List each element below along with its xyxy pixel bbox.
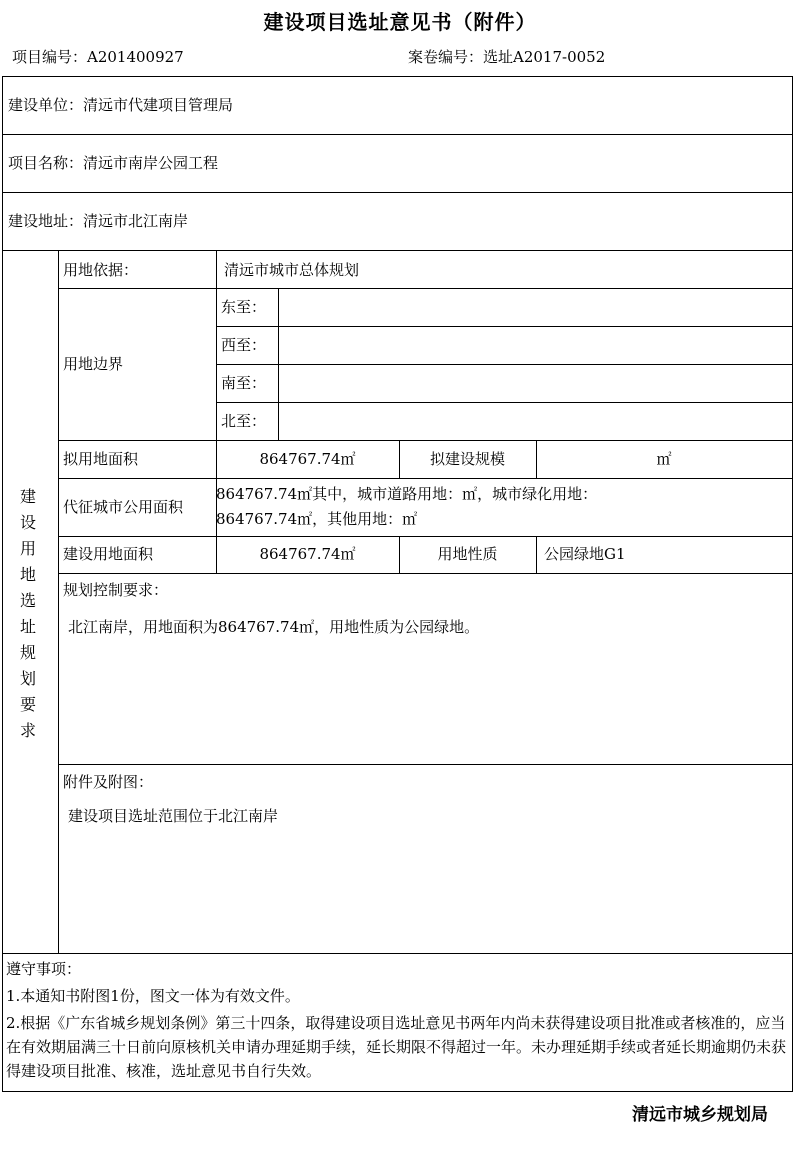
proposed-area-label: 拟用地面积 [63, 450, 139, 468]
row-divider [58, 764, 793, 765]
border-top [2, 76, 793, 77]
row-divider [58, 478, 793, 479]
boundary-value-divider [278, 288, 279, 440]
notes-item-2: 2.根据《广东省城乡规划条例》第三十四条，取得建设项目选址意见书两年内尚未获得建设项目批准或者核准的，应当在有效期届满三十日前向原核机关申请办理延期手续，延长期限不得超过一年。未办理延期手续或者延长期逾期仍未获得建设项目批准、核准，选址意见书自行失效。 [6, 1014, 787, 1080]
planning-control-text: 北江南岸，用地面积为864767.74㎡，用地性质为公园绿地。 [68, 618, 480, 636]
row-divider [2, 134, 793, 135]
proposed-scale-value: ㎡ [656, 450, 672, 468]
project-name: 项目名称：清远市南岸公园工程 [8, 154, 219, 172]
side-label-char: 选 [19, 591, 36, 610]
side-label-char: 求 [19, 721, 36, 740]
side-label-char: 要 [19, 695, 36, 714]
side-column-divider [58, 250, 59, 954]
attachment-label: 附件及附图： [63, 773, 154, 791]
requirements-bottom [2, 953, 793, 954]
side-label-char: 址 [19, 617, 36, 636]
public-area-label: 代征城市公用面积 [63, 498, 184, 516]
opinion-form-table [2, 76, 793, 1092]
row-divider [58, 573, 793, 574]
construction-area-label: 建设用地面积 [63, 545, 154, 563]
side-label-char: 规 [19, 643, 36, 662]
side-label-char: 地 [19, 565, 36, 584]
boundary-west-label: 西至： [221, 336, 267, 354]
public-area-value-line2: 864767.74㎡，其他用地：㎡ [216, 510, 418, 528]
boundary-divider [216, 326, 793, 327]
public-area-value-line1: 864767.74㎡其中，城市道路用地：㎡，城市绿化用地： [216, 485, 598, 503]
proposed-scale-label: 拟建设规模 [429, 450, 505, 468]
row-divider [58, 536, 793, 537]
row-divider [2, 192, 793, 193]
side-label-char: 用 [19, 539, 36, 558]
area-divider [536, 536, 537, 573]
construction-unit: 建设单位：清远市代建项目管理局 [8, 96, 234, 114]
requirements-side-label [0, 484, 56, 744]
boundary-divider [216, 402, 793, 403]
row-divider [2, 250, 793, 251]
border-right [792, 76, 793, 1092]
row-divider [58, 288, 793, 289]
boundary-south-label: 南至： [221, 374, 267, 392]
side-label-char: 建 [19, 487, 36, 506]
construction-address: 建设地址：清远市北江南岸 [8, 212, 189, 230]
boundary-north-label: 北至： [221, 412, 267, 430]
proposed-area-value: 864767.74㎡ [259, 450, 356, 468]
land-basis-label: 用地依据： [63, 261, 139, 279]
notes-heading: 遵守事项： [6, 960, 82, 978]
side-label-char: 划 [19, 669, 36, 688]
side-label-char: 设 [19, 513, 36, 532]
construction-area-value: 864767.74㎡ [259, 545, 356, 563]
issuing-authority: 清远市城乡规划局 [632, 1105, 768, 1125]
document-title: 建设项目选址意见书（附件） [263, 10, 537, 34]
land-nature-value: 公园绿地G1 [544, 545, 626, 563]
notes-item-1: 1.本通知书附图1份，图文一体为有效文件。 [6, 987, 300, 1005]
project-number: 项目编号：A201400927 [12, 48, 184, 66]
land-nature-label: 用地性质 [437, 545, 498, 563]
file-number: 案卷编号：选址A2017-0052 [408, 48, 606, 66]
boundary-label: 用地边界 [63, 355, 124, 373]
boundary-divider [216, 364, 793, 365]
row-divider [58, 440, 793, 441]
attachment-text: 建设项目选址范围位于北江南岸 [68, 807, 279, 825]
planning-control-label: 规划控制要求： [63, 581, 169, 599]
border-bottom [2, 1091, 793, 1092]
land-basis-value: 清远市城市总体规划 [224, 261, 360, 279]
boundary-east-label: 东至： [221, 298, 267, 316]
